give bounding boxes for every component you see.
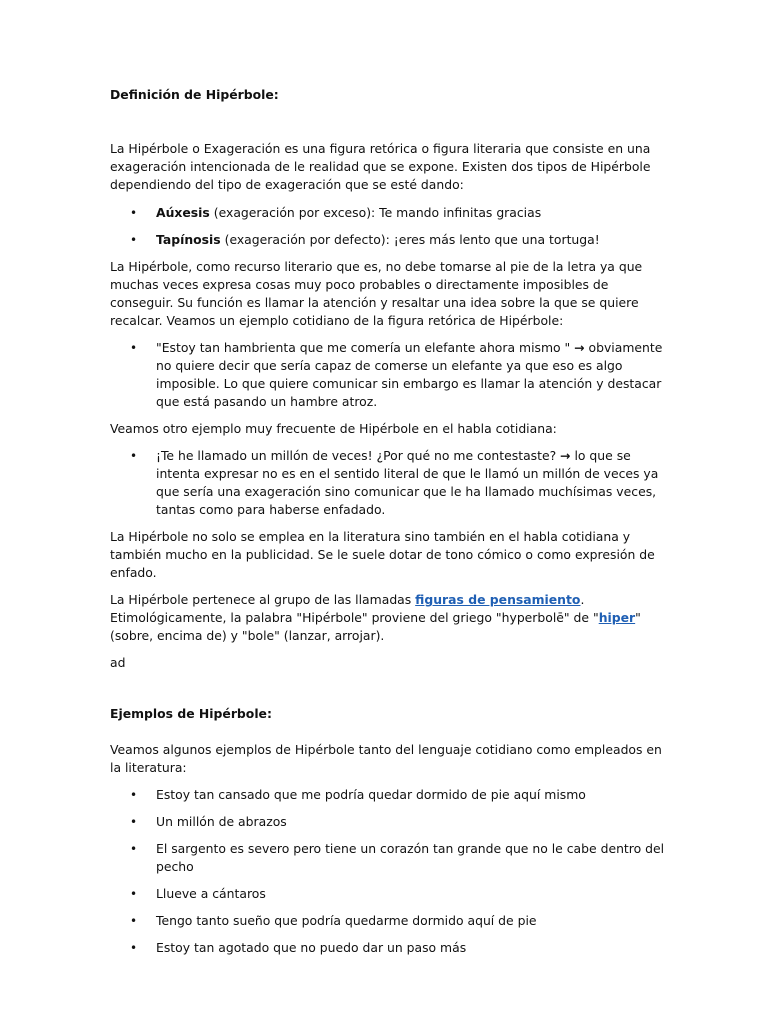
- other-example-paragraph: Veamos otro ejemplo muy frecuente de Hipérbole en el habla cotidiana:: [110, 421, 557, 436]
- type-emphasis: ¡eres más lento que una tortuga: [393, 232, 595, 247]
- example-explanation: lo que se intenta expresar no es en el sentido literal de que le llamó un millón de veces ya que sería una exageración sino comunicar que le ha llamado muchísimas veces, tantas como para haberse enfadado.: [156, 448, 659, 517]
- list-item: • Un millón de abrazos: [110, 813, 670, 831]
- publicity-paragraph: [110, 528, 670, 582]
- figuras-de-pensamiento-link[interactable]: figuras de pensamiento: [415, 592, 581, 607]
- example-quote: ¡Te he llamado un millón de veces! ¿Por qué no me contestaste?: [156, 448, 561, 463]
- examples-list: [110, 786, 670, 957]
- arrow-icon: →: [574, 340, 585, 355]
- etymology-text-2: . Etimológicamente, la palabra "Hipérbole" proviene del griego "hyperbolē" de ": [110, 592, 599, 625]
- resource-paragraph: [110, 258, 670, 330]
- example-quote: "Estoy tan hambrienta que me comería un elefante ahora mismo ": [156, 340, 575, 355]
- type-desc: (exageración por defecto):: [220, 232, 394, 247]
- examples-heading: Ejemplos de Hipérbole:: [110, 706, 272, 721]
- example-one-list: [110, 339, 670, 411]
- hiper-link[interactable]: hiper: [598, 610, 636, 625]
- definition-heading: Definición de Hipérbole:: [110, 87, 279, 102]
- ad-text: ad: [110, 655, 126, 670]
- resource-bold-phrase: llamar la atención y resaltar una idea sobre la que se quiere recalcar: [110, 295, 639, 328]
- list-item: [110, 231, 670, 249]
- publicity-text: no solo se emplea en la literatura sino también en el habla cotidiana y también mucho en la publicidad. Se le suele dotar de tono cómico o como expresión de enfado.: [110, 529, 655, 580]
- etymology-paragraph: [110, 591, 670, 645]
- example-explanation: obviamente no quiere decir que sería capaz de comerse un elefante ya que eso es algo imposible. Lo que quiere comunicar sin embargo es llamar la atención y destacar que está pasando un hambre atroz.: [156, 340, 663, 409]
- etymology-text-1: pertenece al grupo de las llamadas: [188, 592, 416, 607]
- intro-bold-term: La Hipérbole o Exageración: [110, 141, 281, 156]
- intro-text-1: es una figura retórica o figura literaria que consiste en una: [280, 141, 651, 156]
- list-item: • Estoy tan cansado que me podría quedar dormido de pie aquí mismo: [110, 786, 670, 804]
- type-tail: gracias: [492, 205, 542, 220]
- type-emphasis: infinitas: [443, 205, 493, 220]
- list-item: • Estoy tan agotado que no puedo dar un paso más: [110, 939, 670, 957]
- list-item: • Tengo tanto sueño que podría quedarme dormido aquí de pie: [110, 912, 670, 930]
- etymology-bold-term: La Hipérbole: [110, 592, 189, 607]
- list-item: • Llueve a cántaros: [110, 885, 670, 903]
- type-term: Tapínosis: [156, 232, 221, 247]
- list-item: [110, 447, 670, 519]
- etymology-bold-bole: bole: [247, 628, 275, 643]
- list-item: • El sargento es severo pero tiene un corazón tan grande que no le cabe dentro del pecho: [110, 840, 670, 876]
- resource-text-2: . Veamos un ejemplo cotidiano de la figura retórica de Hipérbole:: [158, 313, 564, 328]
- arrow-icon: →: [560, 448, 571, 463]
- intro-paragraph: [110, 140, 670, 194]
- publicity-bold-term: La Hipérbole: [110, 529, 189, 544]
- intro-bold-phrase: exageración intencionada de le realidad que se expone: [110, 159, 455, 174]
- type-term: Aúxesis: [156, 205, 210, 220]
- example-two-list: [110, 447, 670, 519]
- examples-intro-paragraph: Veamos algunos ejemplos de Hipérbole tanto del lenguaje cotidiano como empleados en la literatura:: [110, 742, 662, 775]
- intro-text-2: . Existen dos tipos de Hipérbole dependiendo del tipo de exageración que se esté dando:: [110, 159, 651, 192]
- resource-bold-term: La Hipérbole: [110, 259, 189, 274]
- type-desc: (exageración por exceso): Te mando: [209, 205, 444, 220]
- document-page: [110, 86, 670, 966]
- list-item: [110, 339, 670, 411]
- hyperbole-types-list: [110, 204, 670, 249]
- type-tail: !: [594, 232, 600, 247]
- resource-text-1: , como recurso literario que es, no debe tomarse al pie de la letra ya que muchas veces expresa cosas muy poco probables o directamente imposibles de conseguir. Su función es: [110, 259, 643, 310]
- etymology-text-4: " (lanzar, arrojar).: [274, 628, 385, 643]
- list-item: [110, 204, 670, 222]
- etymology-text-3: " (sobre, encima de) y ": [110, 610, 641, 643]
